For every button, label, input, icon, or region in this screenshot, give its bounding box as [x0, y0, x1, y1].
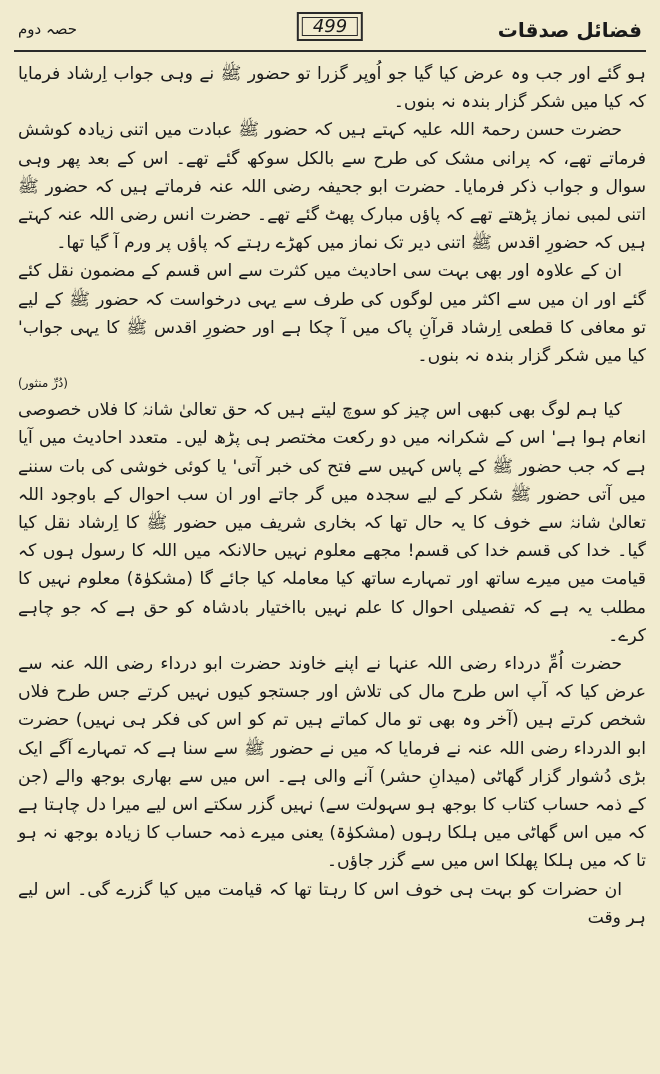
paragraph-4: کیا ہم لوگ بھی کبھی اس چیز کو سوچ لیتے ہیں کہ حق تعالیٰ شانہٗ کا فلاں خصوصی انعام ہوا ہے' اس کے شکرانہ میں دو رکعت مختصر ہی پڑھ لیں۔ متعدد احادیث میں آیا ہے کہ جب حضور ﷺ کے پاس کہیں سے فتح کی خبر آتی' یا کوئی خوشی کی بات سننے میں آتی حضور ﷺ شکر کے لیے سجدہ میں گر جاتے اور ان سب احوال کے باوجود اللہ تعالیٰ شانہٗ سے خوف کا یہ حال تھا کہ بخاری شریف میں حضور ﷺ کا اِرشاد نقل کیا گیا۔ خدا کی قسم خدا کی قسم! مجھے معلوم نہیں حالانکہ میں اللہ کا رسول ہوں کہ قیامت میں میرے ساتھ اور تمہارے ساتھ کیا معاملہ کیا جائے گا (مشکوٰۃ) معلوم نہیں کا مطلب یہ ہے کہ تفصیلی احوال کا علم نہیں بااختیار بادشاہ کو حق ہے کہ جو چاہے کرے۔ — [18, 400, 646, 646]
header-divider — [14, 50, 646, 52]
paragraph-6: ان حضرات کو بہت ہی خوف اس کا رہتا تھا کہ قیامت میں کیا گزرے گی۔ اس لیے ہر وقت — [18, 879, 646, 928]
paragraph-5: حضرت اُمِّ درداء رضی اللہ عنہا نے اپنے خاوند حضرت ابو درداء رضی اللہ عنہ سے عرض کیا کہ آپ اس طرح مال کی تلاش اور جستجو کیوں نہیں کرتے جس طرح فلاں شخص کرتے ہیں (آخر وہ بھی تو مال کماتے ہیں تم کو اس کی فکر ہی نہیں) حضرت ابو الدرداء رضی اللہ عنہ نے فرمایا کہ میں نے حضور ﷺ سے سنا ہے کہ تمہارے آگے ایک بڑی دُشوار گزار گھاٹی (میدانِ حشر) آنے والی ہے۔ اس میں سے بھاری بوجھ والے (جن کے ذمہ حساب کتاب کا بوجھ ہو سہولت سے) نہیں گزر سکتے اس لیے میرا دل چاہتا ہے کہ میں اس گھاٹی میں ہلکا رہوں (مشکوٰۃ) یعنی میرے ذمہ حساب کا زیادہ بوجھ نہ ہو تا کہ میں ہلکا پھلکا اس میں سے گزر جاؤں۔ — [18, 654, 646, 872]
body-text — [18, 60, 646, 1060]
page-header — [14, 10, 646, 52]
page-number: 499 — [297, 12, 363, 41]
paragraph-1: ہو گئے اور جب وہ عرض کیا گیا جو اُوپر گزرا تو حضور ﷺ نے وہی جواب اِرشاد فرمایا کہ کیا میں شکر گزار بندہ نہ بنوں۔ — [18, 64, 646, 113]
source-note: (دُرِّ منثور) — [18, 376, 68, 391]
paragraph-3: ان کے علاوہ اور بھی بہت سی احادیث میں کثرت سے اس قسم کے مضمون نقل کئے گئے اور ان میں سے اکثر میں لوگوں کی طرف سے یہی درخواست کہ حضور ﷺ کے لیے تو معافی کا قطعی اِرشاد قرآنِ پاک میں آ چکا ہے اور حضورِ اقدس ﷺ کا یہی جواب' کیا میں شکر گزار بندہ نہ بنوں۔ — [18, 261, 646, 367]
paragraph-2: حضرت حسن رحمۃ اللہ علیہ کہتے ہیں کہ حضور ﷺ عبادت میں اتنی زیادہ کوشش فرماتے تھے، کہ پرانی مشک کی طرح سے بالکل سوکھ گئے تھے۔ اس کے بعد پھر وہی سوال و جواب ذکر فرمایا۔ حضرت ابو جحیفہ رضی اللہ عنہ فرماتے ہیں کہ حضور ﷺ اتنی لمبی نماز پڑھتے تھے کہ پاؤں مبارک پھٹ گئے تھے۔ حضرت انس رضی اللہ عنہ کہتے ہیں کہ حضورِ اقدس ﷺ اتنی دیر تک نماز میں کھڑے رہتے کہ پاؤں پر ورم آ گیا تھا۔ — [18, 120, 646, 254]
section-label: حصہ دوم — [18, 20, 78, 38]
book-title: فضائل صدقات — [497, 18, 642, 42]
